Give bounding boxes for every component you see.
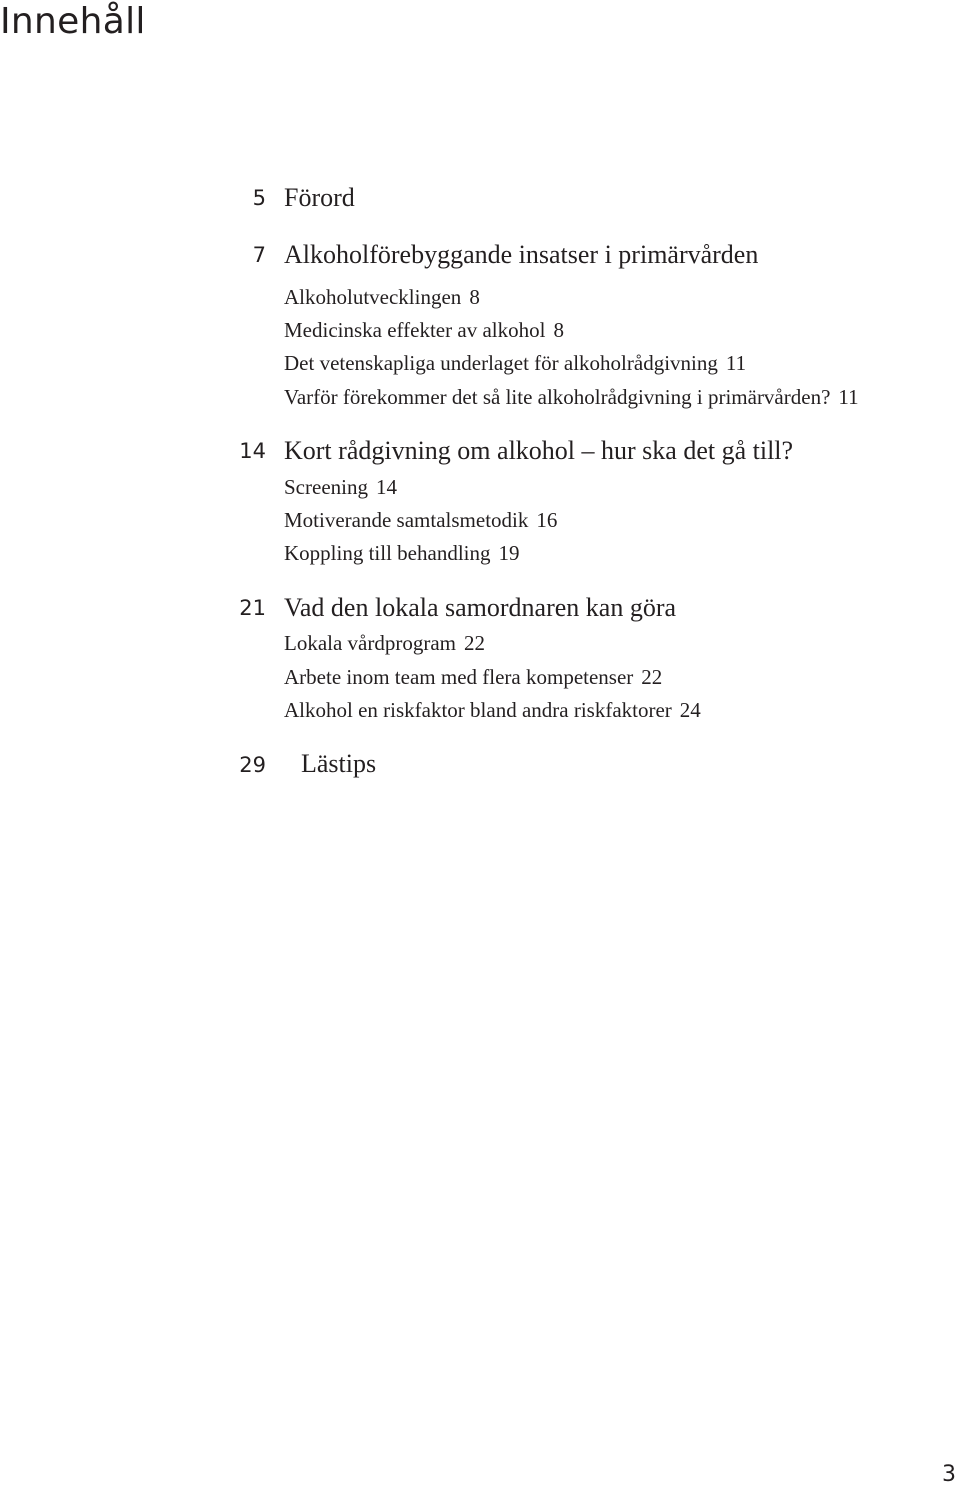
toc-section[interactable] bbox=[284, 351, 746, 376]
section-title: Alkoholutvecklingen bbox=[284, 285, 462, 309]
section-title: Lokala vårdprogram bbox=[284, 631, 457, 655]
toc-section[interactable] bbox=[284, 698, 701, 723]
section-title: Arbete inom team med flera kompetenser bbox=[284, 665, 634, 689]
chapter-title[interactable]: Alkoholförebyggande insatser i primärvården bbox=[284, 240, 759, 269]
section-page-number: 22 bbox=[464, 631, 486, 655]
chapter-title[interactable]: Förord bbox=[284, 183, 355, 212]
chapter-title[interactable]: Kort rådgivning om alkohol – hur ska det gå till? bbox=[284, 436, 794, 465]
section-page-number: 19 bbox=[498, 541, 520, 565]
chapter-title[interactable]: Vad den lokala samordnaren kan göra bbox=[284, 593, 677, 622]
toc-section[interactable] bbox=[284, 318, 564, 343]
toc-section[interactable] bbox=[284, 285, 480, 310]
chapter-title[interactable]: Lästips bbox=[301, 749, 377, 778]
section-title: Motiverande samtalsmetodik bbox=[284, 508, 529, 532]
chapter-page-number: 5 bbox=[252, 186, 266, 210]
section-page-number: 24 bbox=[679, 698, 701, 722]
toc-section[interactable] bbox=[284, 508, 557, 533]
toc-section[interactable] bbox=[284, 665, 662, 690]
toc-section[interactable] bbox=[284, 475, 397, 500]
section-page-number: 8 bbox=[553, 318, 564, 342]
section-page-number: 8 bbox=[469, 285, 480, 309]
chapter-page-number: 7 bbox=[252, 243, 266, 267]
section-title: Koppling till behandling bbox=[284, 541, 491, 565]
chapter-page-number: 21 bbox=[239, 596, 266, 620]
section-page-number: 11 bbox=[725, 351, 747, 375]
section-title: Screening bbox=[284, 475, 368, 499]
toc-section[interactable] bbox=[284, 631, 485, 656]
section-page-number: 11 bbox=[838, 385, 859, 409]
section-title: Alkohol en riskfaktor bland andra riskfaktorer bbox=[284, 698, 672, 722]
section-title: Medicinska effekter av alkohol bbox=[284, 318, 546, 342]
section-page-number: 16 bbox=[536, 508, 558, 532]
section-title: Varför förekommer det så lite alkoholrådgivning i primärvården? bbox=[284, 385, 831, 409]
page-number: 3 bbox=[942, 1462, 956, 1487]
section-page-number: 22 bbox=[641, 665, 663, 689]
chapter-page-number: 14 bbox=[239, 439, 266, 463]
toc-section[interactable] bbox=[284, 541, 519, 566]
chapter-page-number: 29 bbox=[239, 753, 266, 777]
page-title: Innehåll bbox=[0, 1, 146, 42]
toc-section[interactable] bbox=[284, 385, 859, 410]
section-page-number: 14 bbox=[375, 475, 397, 499]
section-title: Det vetenskapliga underlaget för alkoholrådgivning bbox=[284, 351, 718, 375]
